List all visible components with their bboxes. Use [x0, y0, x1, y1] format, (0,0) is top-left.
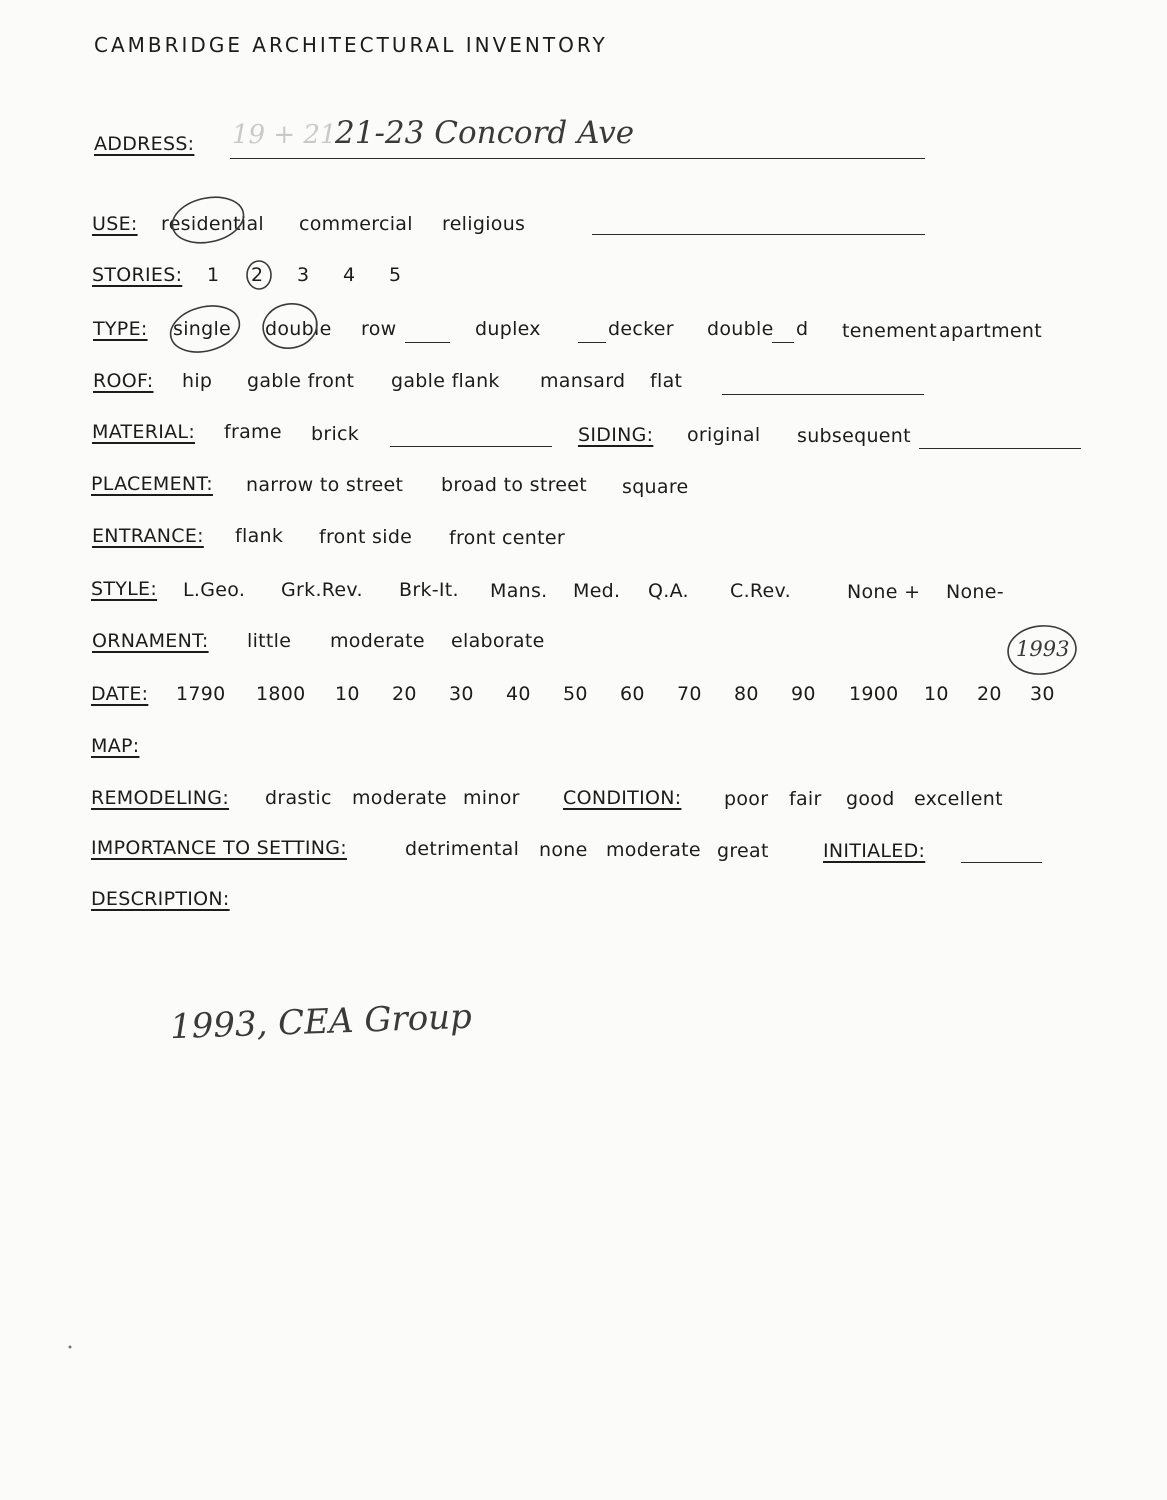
style-option-grkrev: Grk.Rev.: [281, 579, 363, 601]
entrance-option-front-side: front side: [319, 526, 413, 548]
use-option-residential: residential: [161, 213, 265, 235]
ornament-option-little: little: [247, 630, 292, 652]
address-label: ADDRESS:: [94, 133, 195, 155]
importance-option-great: great: [717, 840, 769, 862]
roof-option-gable-front: gable front: [247, 370, 355, 392]
stories-option-1: 1: [207, 264, 220, 286]
type-option-d: d: [796, 318, 809, 340]
material-option-frame: frame: [224, 421, 282, 443]
roof-option-gable-flank: gable flank: [391, 370, 500, 392]
type-option-row: row: [361, 318, 397, 340]
roof-label: ROOF:: [93, 370, 154, 392]
style-option-none-plus: None +: [847, 581, 921, 603]
initialed-label: INITIALED:: [823, 840, 926, 862]
type-option-double-d: double: [707, 318, 774, 340]
style-option-lgeo: L.Geo.: [183, 579, 246, 601]
date-option-90: 90: [791, 683, 816, 705]
placement-label: PLACEMENT:: [91, 473, 213, 495]
siding-option-original: original: [687, 424, 761, 446]
date-option-50: 50: [563, 683, 588, 705]
condition-label: CONDITION:: [563, 787, 682, 809]
date-option-80: 80: [734, 683, 759, 705]
entrance-label: ENTRANCE:: [92, 525, 204, 547]
condition-option-fair: fair: [789, 788, 822, 810]
style-option-crev: C.Rev.: [730, 580, 791, 602]
map-label: MAP:: [91, 735, 140, 757]
condition-option-excellent: excellent: [914, 788, 1003, 810]
remodeling-option-moderate: moderate: [352, 787, 447, 809]
type-option-apartment: apartment: [939, 320, 1042, 342]
circle-single-mark: [166, 299, 245, 359]
stories-option-5: 5: [389, 264, 402, 286]
type-option-tenement: tenement: [842, 320, 937, 342]
circle-double-mark: [260, 300, 321, 353]
placement-option-broad: broad to street: [441, 474, 588, 496]
style-option-qa: Q.A.: [648, 580, 689, 602]
ornament-label: ORNAMENT:: [92, 630, 209, 652]
address-value: 21-23 Concord Ave: [335, 115, 635, 151]
condition-option-good: good: [846, 788, 895, 810]
material-label: MATERIAL:: [92, 421, 196, 443]
roof-option-mansard: mansard: [540, 370, 626, 392]
entrance-option-flank: flank: [235, 525, 284, 547]
condition-option-poor: poor: [724, 788, 769, 810]
remodeling-label: REMODELING:: [91, 787, 230, 809]
circle-residential-mark: [168, 191, 248, 249]
placement-option-narrow: narrow to street: [246, 474, 404, 496]
use-option-commercial: commercial: [299, 213, 413, 235]
remodeling-option-minor: minor: [463, 787, 520, 809]
circle-date-1993-mark: [1006, 623, 1078, 677]
style-option-mans: Mans.: [490, 580, 548, 602]
date-option-10b: 10: [924, 683, 949, 705]
type-option-double: double: [265, 318, 332, 340]
ornament-option-moderate: moderate: [330, 630, 425, 652]
use-label: USE:: [92, 213, 138, 235]
style-option-brkit: Brk-It.: [399, 579, 459, 601]
date-option-1800: 1800: [256, 683, 306, 705]
use-option-religious: religious: [442, 213, 526, 235]
roof-option-flat: flat: [650, 370, 683, 392]
type-option-decker: decker: [608, 318, 674, 340]
remodeling-option-drastic: drastic: [265, 787, 332, 809]
description-label: DESCRIPTION:: [91, 888, 230, 910]
importance-option-none: none: [539, 839, 588, 861]
placement-option-square: square: [622, 476, 689, 498]
date-option-1790: 1790: [176, 683, 226, 705]
date-handwritten-value: 1993: [1016, 637, 1070, 661]
stories-option-3: 3: [297, 264, 310, 286]
entrance-option-front-center: front center: [449, 527, 565, 549]
stories-label: STORIES:: [92, 264, 183, 286]
importance-option-detrimental: detrimental: [405, 838, 520, 860]
style-label: STYLE:: [91, 578, 158, 600]
stories-option-4: 4: [343, 264, 356, 286]
style-option-med: Med.: [573, 580, 621, 602]
form-title: CAMBRIDGE ARCHITECTURAL INVENTORY: [94, 33, 608, 57]
date-option-20b: 20: [977, 683, 1002, 705]
paper-speck: [69, 1346, 72, 1349]
description-handwritten-note: 1993, CEA Group: [169, 996, 473, 1048]
date-option-1900: 1900: [849, 683, 899, 705]
importance-option-moderate: moderate: [606, 839, 701, 861]
type-option-single: single: [173, 318, 232, 340]
stories-option-2: 2: [251, 264, 264, 286]
material-option-brick: brick: [311, 423, 360, 445]
date-option-30b: 30: [1030, 683, 1055, 705]
circle-stories-2-mark: [247, 261, 271, 289]
date-option-40: 40: [506, 683, 531, 705]
ornament-option-elaborate: elaborate: [451, 630, 545, 652]
siding-label: SIDING:: [578, 424, 654, 446]
roof-option-hip: hip: [182, 370, 213, 392]
date-option-10: 10: [335, 683, 360, 705]
date-label: DATE:: [91, 683, 149, 705]
style-option-none-minus: None-: [946, 581, 1004, 603]
address-struck-value: 19 + 21: [232, 120, 337, 150]
type-option-duplex: duplex: [475, 318, 541, 340]
siding-option-subsequent: subsequent: [797, 425, 911, 447]
importance-label: IMPORTANCE TO SETTING:: [91, 837, 347, 859]
date-option-60: 60: [620, 683, 645, 705]
date-option-30: 30: [449, 683, 474, 705]
date-option-20: 20: [392, 683, 417, 705]
date-option-70: 70: [677, 683, 702, 705]
type-label: TYPE:: [93, 318, 148, 340]
